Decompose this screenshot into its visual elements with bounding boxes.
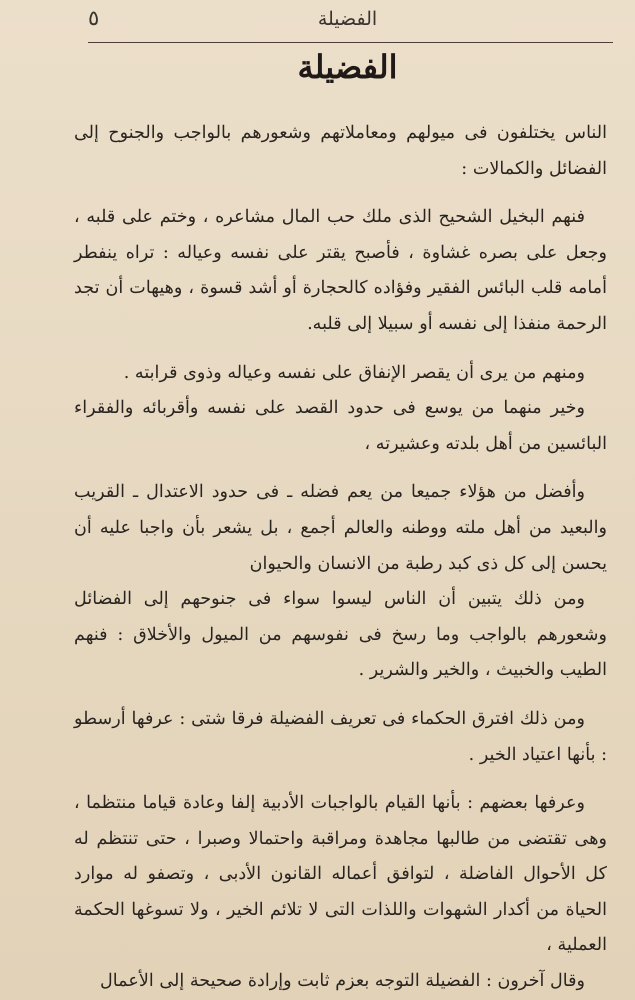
paragraph: وعرفها بعضهم : بأنها القيام بالواجبات الأدبية إلفا وعادة قياما منتظما ، وهى تقتضى من طالبها مجاهدة ومراقبة واحتمالا وصبرا ، حتى تنتظم له كل الأحوال الفاضلة ، لتوافق أعماله القانون الأدبى ، وتصفو له موارد الحياة من أكدار الشهوات واللذات التى لا تلائم الخير ، ولا تسوغها الحكمة العملية ، (74, 793, 607, 956)
chapter-title: الفضيلة (297, 48, 398, 86)
paragraph: ومن ذلك افترق الحكماء فى تعريف الفضيلة فرقا شتى : عرفها أرسطو : بأنها اعتياد الخير . (74, 708, 607, 765)
paragraph: وأفضل من هؤلاء جميعا من يعم فضله ـ فى حدود الاعتدال ـ القريب والبعيد من أهل ملته ووطنه والعالم أجمع ، بل يشعر بأن واجبا عليه أن يحسن إلى كل ذى كبد رطبة من الانسان والحيوان (74, 482, 607, 574)
paragraph: فنهم البخيل الشحيح الذى ملك حب المال مشاعره ، وختم على قلبه ، وجعل على بصره غشاوة ، فأصبح يقتر على نفسه وعياله : تراه ينفطر أمامه قلب البائس الفقير وفؤاده كالحجارة أو أشد قسوة ، وهيهات أن تجد الرحمة منفذا إلى نفسه أو سبيلا إلى قلبه. (74, 207, 607, 334)
paragraph: ومن ذلك يتبين أن الناس ليسوا سواء فى جنوحهم إلى الفضائل وشعورهم بالواجب وما رسخ فى نفوسهم من الميول والأخلاق : فنهم الطيب والخبيث ، والخير والشرير . (74, 589, 607, 681)
page-number: ٥ (88, 6, 100, 30)
paragraph: وخير منهما من يوسع فى حدود القصد على نفسه وأقربائه والفقراء البائسين من أهل بلدته وعشيرته ، (74, 398, 607, 454)
header-rule (88, 42, 613, 43)
running-header (88, 4, 607, 34)
body-text (74, 116, 607, 1000)
running-title: الفضيلة (317, 8, 378, 30)
paragraph: وقال آخرون : الفضيلة التوجه بعزم ثابت وإرادة صحيحة إلى الأعمال (100, 971, 585, 992)
paragraph: ومنهم من يرى أن يقصر الإنفاق على نفسه وعياله وذوى قرابته . (123, 362, 585, 383)
paragraph: الناس يختلفون فى ميولهم ومعاملاتهم وشعورهم بالواجب والجنوح إلى الفضائل والكمالات : (74, 123, 607, 179)
